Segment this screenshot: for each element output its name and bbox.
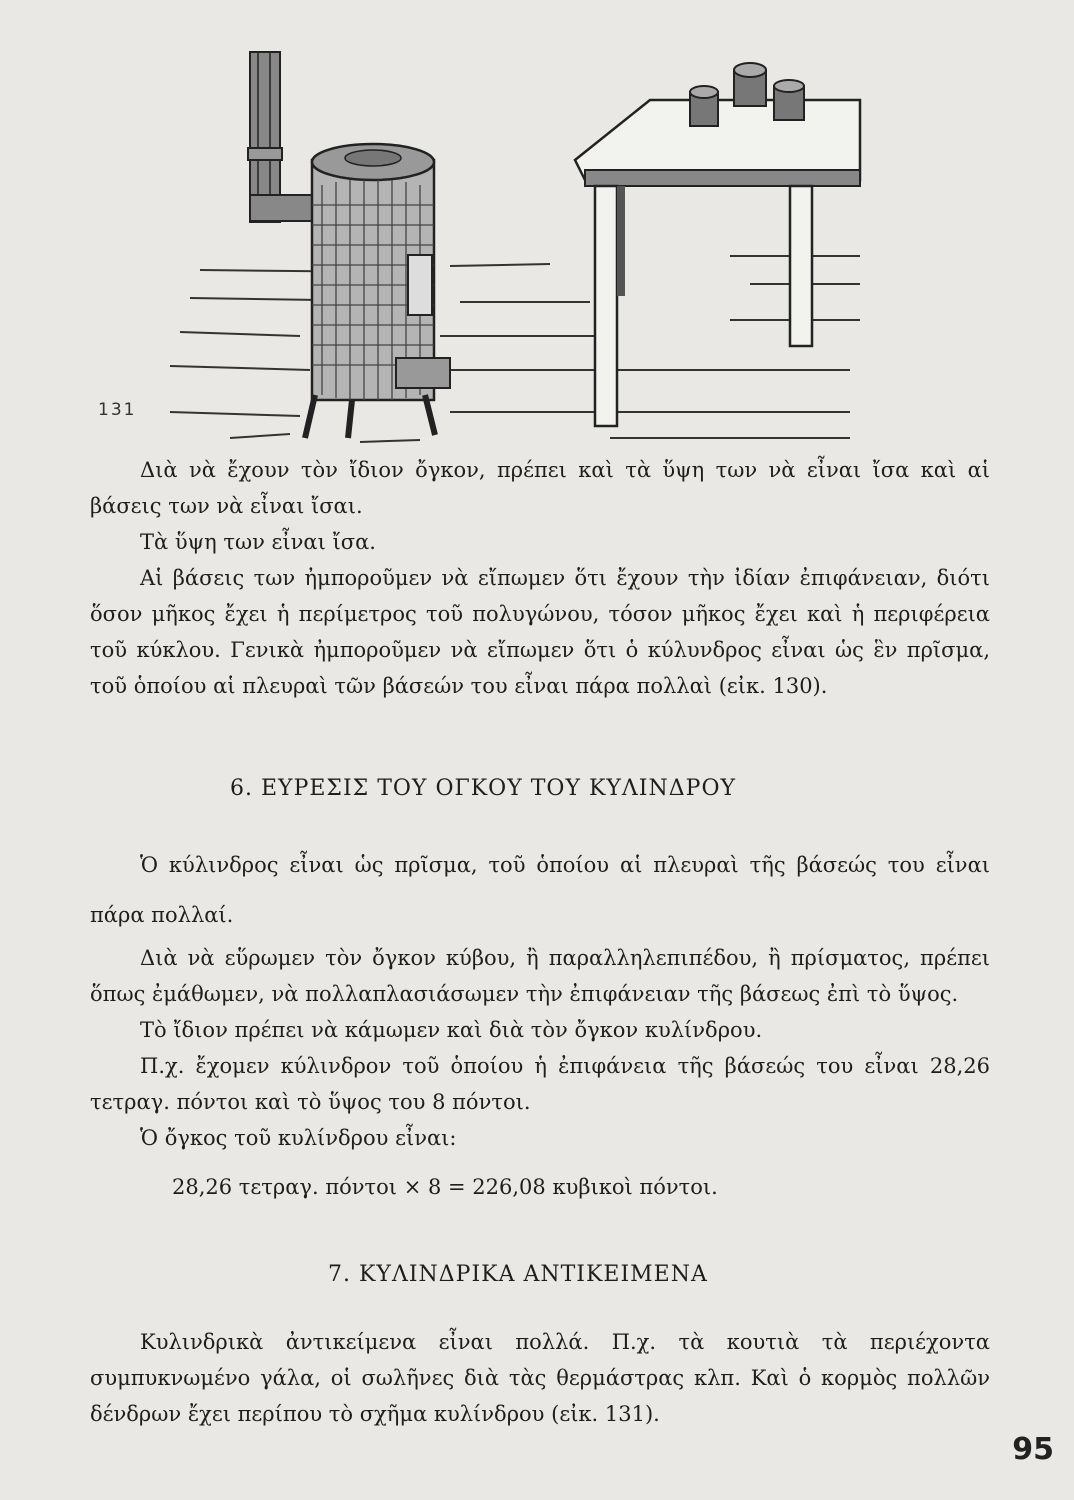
section-6-heading: 6. ΕΥΡΕΣΙΣ ΤΟΥ ΟΓΚΟΥ ΤΟΥ ΚΥΛΙΝΔΡΟΥ	[230, 776, 737, 801]
figure-131	[90, 40, 880, 450]
paragraph: Ὁ κύλινδρος εἶναι ὡς πρῖσμα, τοῦ ὁποίου αἱ πλευραὶ τῆς βάσεώς του εἶναι πάρα πολλαί.	[90, 853, 990, 927]
section-7-heading: 7. ΚΥΛΙΝΔΡΙΚΑ ΑΝΤΙΚΕΙΜΕΝΑ	[328, 1262, 708, 1287]
section-7-text	[90, 1324, 990, 1432]
stove-icon	[248, 52, 450, 438]
paragraph: Κυλινδρικὰ ἀντικείμενα εἶναι πολλά. Π.χ. τὰ κουτιὰ τὰ περιέχοντα συμπυκνωμένο γάλα, οἱ σωλῆνες διὰ τὰς θερμάστρας κλπ. Καὶ ὁ κορμὸς πολλῶν δένδρων ἔχει περίπου τὸ σχῆμα κυλίνδρου (εἰκ. 131).	[90, 1330, 990, 1426]
page-number: 95	[1012, 1432, 1054, 1467]
table-icon	[575, 100, 860, 426]
figure-label: 131	[98, 400, 137, 420]
paragraph: Αἱ βάσεις των ἠμποροῦμεν νὰ εἴπωμεν ὅτι ἔχουν τὴν ἰδίαν ἐπιφάνειαν, διότι ὅσον μῆκος ἔχει ἡ περίμετρος τοῦ πολυγώνου, τόσον μῆκος ἔχει καὶ ἡ περιφέρεια τοῦ κύκλου. Γενικὰ ἠμποροῦμεν νὰ εἴπωμεν ὅτι ὁ κύλυνδρος εἶναι ὡς ἓν πρῖσμα, τοῦ ὁποίου αἱ πλευραὶ τῶν βάσεών του εἶναι πάρα πολλαὶ (εἰκ. 130).	[90, 566, 990, 698]
paragraph: Τὸ ἴδιον πρέπει νὰ κάμωμεν καὶ διὰ τὸν ὄγκον κυλίνδρου.	[140, 1018, 763, 1042]
intro-text	[90, 452, 990, 704]
paragraph: Π.χ. ἔχομεν κύλινδρον τοῦ ὁποίου ἡ ἐπιφάνεια τῆς βάσεώς του εἶναι 28,26 τετραγ. πόντοι καὶ τὸ ὕψος του 8 πόντοι.	[90, 1054, 990, 1114]
volume-formula: 28,26 τετραγ. πόντοι × 8 = 226,08 κυβικοὶ πόντοι.	[172, 1175, 718, 1199]
paragraph: Τὰ ὕψη των εἶναι ἴσα.	[140, 530, 376, 554]
floor-lines	[170, 256, 860, 442]
paragraph: Διὰ νὰ ἔχουν τὸν ἴδιον ὄγκον, πρέπει καὶ τὰ ὕψη των νὰ εἶναι ἴσα καὶ αἱ βάσεις των νὰ εἶναι ἴσαι.	[90, 458, 990, 518]
paragraph: Διὰ νὰ εὕρωμεν τὸν ὄγκον κύβου, ἢ παραλληλεπιπέδου, ἢ πρίσματος, πρέπει ὅπως ἐμάθωμεν, νὰ πολλαπλασιάσωμεν τὴν ἐπιφάνειαν τῆς βάσεως ἐπὶ τὸ ὕψος.	[90, 946, 990, 1006]
paragraph: Ὁ ὄγκος τοῦ κυλίνδρου εἶναι:	[140, 1126, 457, 1150]
section-6-text	[90, 840, 990, 1156]
